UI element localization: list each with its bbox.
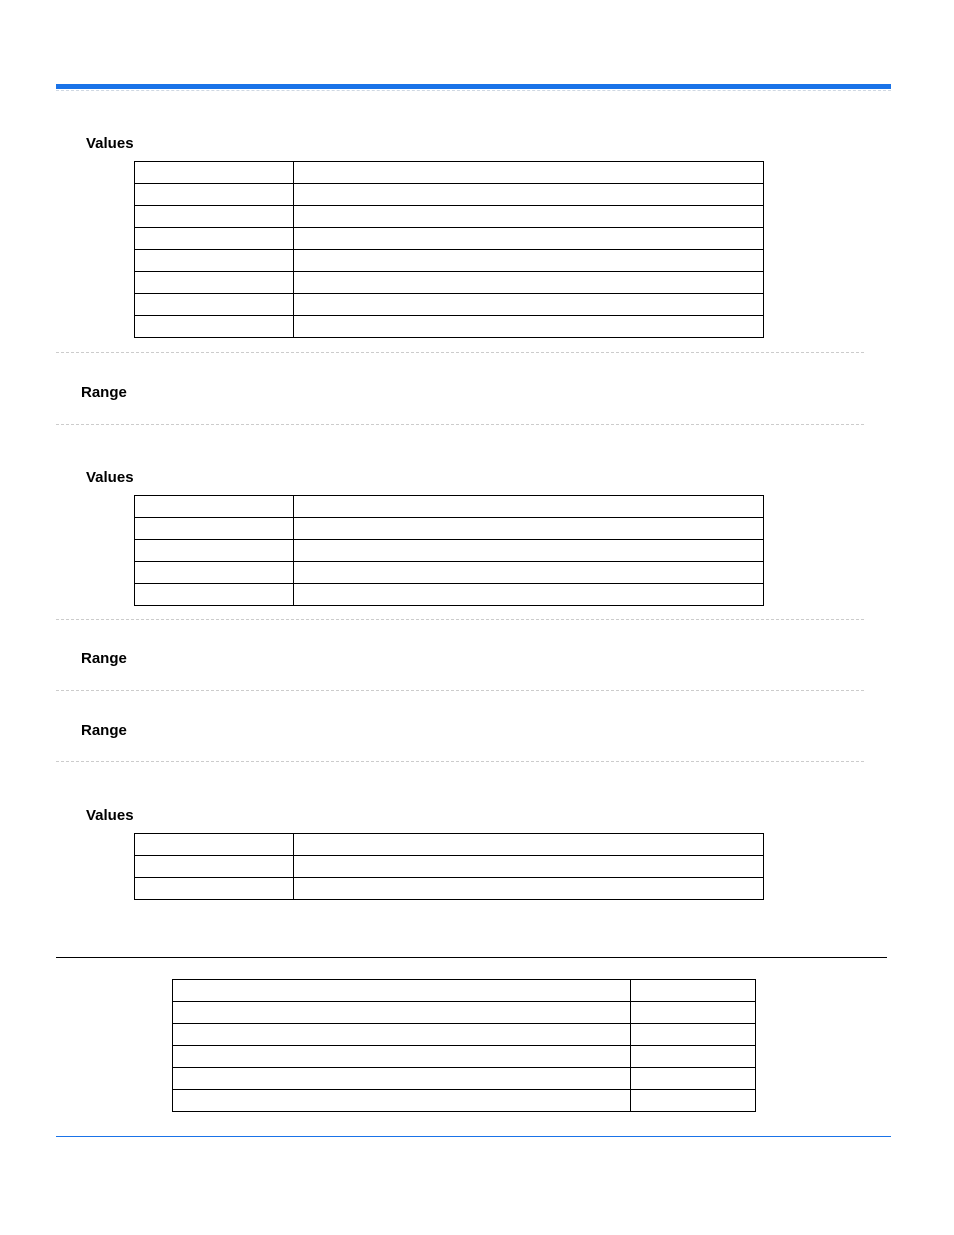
table-cell	[135, 856, 294, 878]
table-cell	[294, 856, 764, 878]
table-cell	[135, 162, 294, 184]
table-row	[135, 562, 764, 584]
table-row	[135, 856, 764, 878]
values-heading-3: Values	[86, 807, 134, 824]
range-heading-2: Range	[81, 650, 127, 667]
table-cell	[294, 162, 764, 184]
table-cell	[294, 250, 764, 272]
table-cell	[631, 1024, 756, 1046]
table-cell	[135, 206, 294, 228]
table-cell	[173, 1068, 631, 1090]
range-heading-3: Range	[81, 722, 127, 739]
table-cell	[135, 316, 294, 338]
table-cell	[135, 496, 294, 518]
table-row	[173, 1024, 756, 1046]
table-cell	[135, 518, 294, 540]
table-cell	[294, 540, 764, 562]
table-row	[173, 1046, 756, 1068]
table-row	[135, 228, 764, 250]
table-row	[135, 540, 764, 562]
table-row	[135, 294, 764, 316]
table-row	[135, 272, 764, 294]
summary-divider	[56, 957, 887, 958]
values-table-1	[134, 161, 764, 338]
table-cell	[294, 294, 764, 316]
table-row	[135, 162, 764, 184]
table-cell	[294, 316, 764, 338]
table-cell	[294, 834, 764, 856]
table-cell	[294, 562, 764, 584]
table-cell	[135, 250, 294, 272]
table-row	[135, 518, 764, 540]
table-cell	[173, 980, 631, 1002]
table-cell	[135, 228, 294, 250]
table-cell	[294, 584, 764, 606]
section-divider	[56, 690, 864, 691]
header-accent-rule	[56, 84, 891, 89]
range-heading-1: Range	[81, 384, 127, 401]
table-cell	[135, 584, 294, 606]
table-row	[135, 206, 764, 228]
table-cell	[135, 878, 294, 900]
table-cell	[294, 228, 764, 250]
table-row	[135, 316, 764, 338]
table-cell	[631, 1068, 756, 1090]
table-cell	[173, 1024, 631, 1046]
table-row	[135, 250, 764, 272]
table-row	[135, 584, 764, 606]
summary-table	[172, 979, 756, 1112]
table-cell	[631, 1046, 756, 1068]
table-cell	[135, 294, 294, 316]
table-cell	[294, 878, 764, 900]
table-cell	[631, 1002, 756, 1024]
table-row	[135, 496, 764, 518]
table-row	[135, 878, 764, 900]
section-divider	[56, 352, 864, 353]
table-row	[173, 1068, 756, 1090]
table-cell	[294, 272, 764, 294]
table-row	[173, 1090, 756, 1112]
table-row	[173, 1002, 756, 1024]
section-divider	[56, 761, 864, 762]
values-table-2	[134, 495, 764, 606]
table-cell	[631, 1090, 756, 1112]
table-cell	[173, 1046, 631, 1068]
table-cell	[173, 1002, 631, 1024]
table-row	[135, 834, 764, 856]
values-heading-1: Values	[86, 135, 134, 152]
table-row	[173, 980, 756, 1002]
table-cell	[135, 562, 294, 584]
values-table-3	[134, 833, 764, 900]
table-cell	[294, 496, 764, 518]
footer-rule	[56, 1136, 891, 1137]
table-cell	[135, 272, 294, 294]
table-cell	[135, 184, 294, 206]
table-row	[135, 184, 764, 206]
values-heading-2: Values	[86, 469, 134, 486]
table-cell	[135, 834, 294, 856]
table-cell	[294, 206, 764, 228]
table-cell	[173, 1090, 631, 1112]
table-cell	[631, 980, 756, 1002]
table-cell	[294, 518, 764, 540]
section-divider	[56, 619, 864, 620]
table-cell	[135, 540, 294, 562]
section-divider	[56, 424, 864, 425]
table-cell	[294, 184, 764, 206]
header-dashed-rule	[56, 90, 891, 91]
